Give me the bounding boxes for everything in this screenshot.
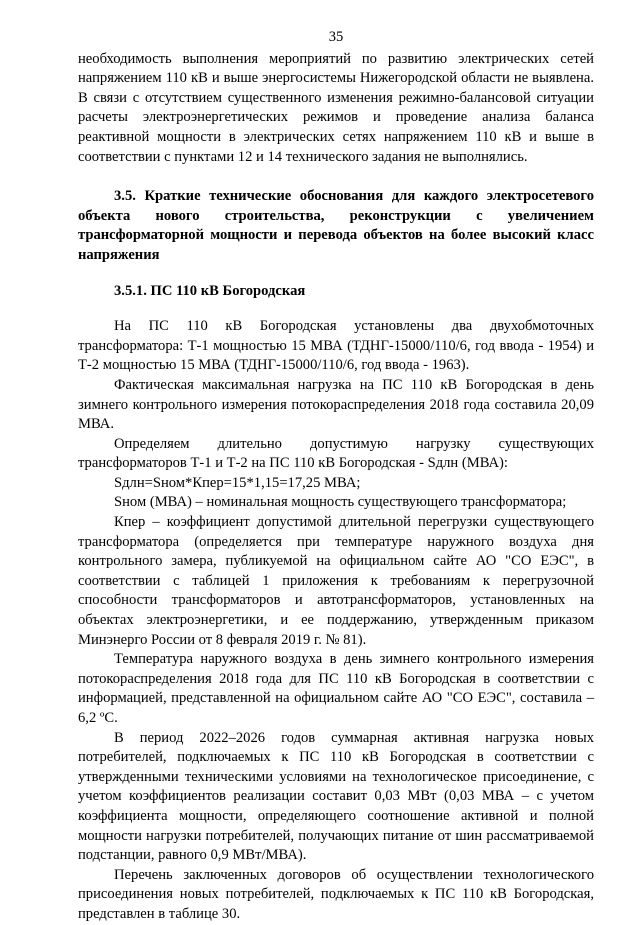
page-number: 35 xyxy=(328,29,344,45)
paragraph-intro: необходимость выполнения мероприятий по развитию электрических сетей напряжением 110 кВ и выше энергосистемы Нижегородской области не выявлена. В связи с отсутствием существенного изменения режимно-балансовой ситуации расчеты электроэнергетических режимов и проведение анализа баланса реактивной мощности в электрических сетях напряжением 110 кВ и выше в соответствии с пунктами 12 и 14 технического задания не выполнялись. xyxy=(78,50,594,165)
paragraph-contracts: Перечень заключенных договоров об осуществлении технологического присоединения новых потребителей, подключаемых к ПС 110 кВ Богородская, представлен в таблице 30. xyxy=(78,866,594,922)
document-page xyxy=(78,28,594,925)
paragraph-temperature: Температура наружного воздуха в день зимнего контрольного измерения потокораспределения 2018 года для ПС 110 кВ Богородская в соответствии с информацией, представленной на официальном сайте АО "СО ЕЭС", составила –6,2 ºС. xyxy=(78,651,594,726)
paragraph-transformers: На ПС 110 кВ Богородская установлены два двухобмоточных трансформатора: Т-1 мощностью 15 МВА (ТДНГ-15000/110/6, год ввода - 1954) и Т-2 мощностью 15 МВА (ТДНГ-15000/110/6, год ввода - 1963). xyxy=(78,318,594,374)
formula-line: Sдлн=Sном*Кпер=15*1,15=17,25 МВА; xyxy=(114,474,361,491)
definition-kper: Кпер – коэффициент допустимой длительной перегрузки существующего трансформатора (определяется при температуре наружного воздуха дня контрольного замера, публикуемой на официальном сайте АО "СО ЕЭС", в соответствии с таблицей 1 приложения к требованиям к перегрузочной способности трансформаторов и автотрансформаторов, установленных на объектах электроэнергетики, и ее поддержанию, утвержденным приказом Минэнерго России от 8 февраля 2019 г. № 81). xyxy=(78,514,594,648)
paragraph-max-load: Фактическая максимальная нагрузка на ПС 110 кВ Богородская в день зимнего контрольного измерения потокораспределения 2018 года составила 20,09 МВА. xyxy=(78,376,594,433)
paragraph-new-load: В период 2022–2026 годов суммарная активная нагрузка новых потребителей, подключаемых к ПС 110 кВ Богородская в соответствии с утвержденными техническими условиями на технологическое присоединение, с учетом коэффициентов реализации составит 0,03 МВт (0,03 МВА – с учетом коэффициента мощности, определяющего соотношение активной и полной мощности нагрузки потребителей, получающих питание от шин рассматриваемой подстанции, равного 0,9 МВт/МВА). xyxy=(78,729,594,864)
section-heading: 3.5. Краткие технические обоснования для каждого электросетевого объекта нового строительства, реконструкции с увеличением трансформаторной мощности и перевода объектов на более высокий класс напряжения xyxy=(78,188,594,263)
paragraph-permissible-load: Определяем длительно допустимую нагрузку существующих трансформаторов Т-1 и Т-2 на ПС 110 кВ Богородская - Sдлн (МВА): xyxy=(78,435,594,472)
subsection-heading: 3.5.1. ПС 110 кВ Богородская xyxy=(114,282,306,299)
definition-snom: Sном (МВА) – номинальная мощность существующего трансформатора; xyxy=(114,494,567,511)
